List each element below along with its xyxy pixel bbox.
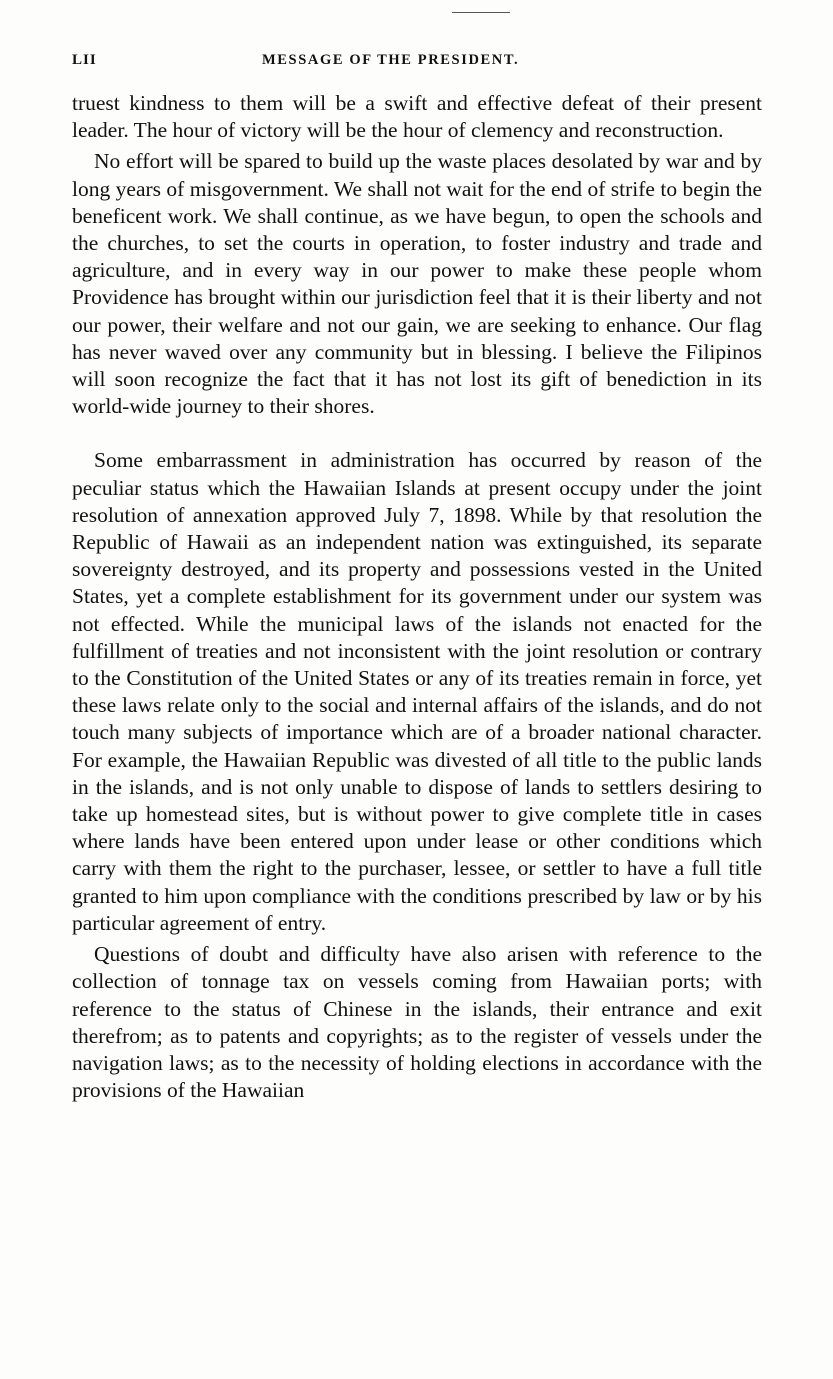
paragraph-hawaii-status: Some embarrassment in administration has occurred by reason of the peculiar status which the Hawaiian Islands at present occupy under the joint resolution of annexation approved July 7, 1898. While by that resolution the Republic of Hawaii as an independent nation was extinguished, its separate sovereignty destroyed, and its property and possessions vested in the United States, yet a complete establishment for its government under our system was not effected. While the municipal laws of the islands not enacted for the fulfillment of treaties and not inconsistent with the joint resolution or contrary to the Constitution of the United States or any of its treaties remain in force, yet these laws relate only to the social and internal affairs of the islands, and do not touch many subjects of importance which are of a broader national character. For example, the Hawaiian Republic was divested of all title to the public lands in the islands, and is not only unable to dispose of lands to settlers desiring to take up homestead sites, but is without power to give complete title in cases where lands have been entered upon under lease or other conditions which carry with them the right to the purchaser, lessee, or settler to have a full title granted to him upon compliance with the conditions prescribed by law or by his particular agreement of entry. (72, 448, 762, 935)
running-header (72, 52, 762, 76)
page-number: LII (72, 52, 97, 68)
top-rule (452, 12, 510, 13)
paragraph-rebuilding: No effort will be spared to build up the waste places desolated by war and by long years of misgovernment. We shall not wait for the end of strife to begin the beneficent work. We shall continue, as we have begun, to open the schools and the churches, to set the courts in operation, to foster industry and trade and agriculture, and in every way in our power to make these people whom Providence has brought within our jurisdiction feel that it is their liberty and not our power, their welfare and not our gain, we are seeking to enhance. Our flag has never waved over any community but in blessing. I believe the Filipinos will soon recognize the fact that it has not lost its gift of benediction in its world-wide journey to their shores. (72, 149, 762, 419)
body-text (72, 90, 762, 1104)
paragraph-hawaii-questions: Questions of doubt and difficulty have also arisen with reference to the collection of tonnage tax on vessels coming from Hawaiian ports; with reference to the status of Chinese in the islands, their entrance and exit therefrom; as to patents and copyrights; as to the register of vessels under the navigation laws; as to the necessity of holding elections in accordance with the provisions of the Hawaiian (72, 942, 762, 1103)
paragraph-continuation: truest kindness to them will be a swift and effective defeat of their present leader. The hour of victory will be the hour of clemency and reconstruction. (72, 91, 762, 143)
running-title: MESSAGE OF THE PRESIDENT. (262, 52, 520, 68)
